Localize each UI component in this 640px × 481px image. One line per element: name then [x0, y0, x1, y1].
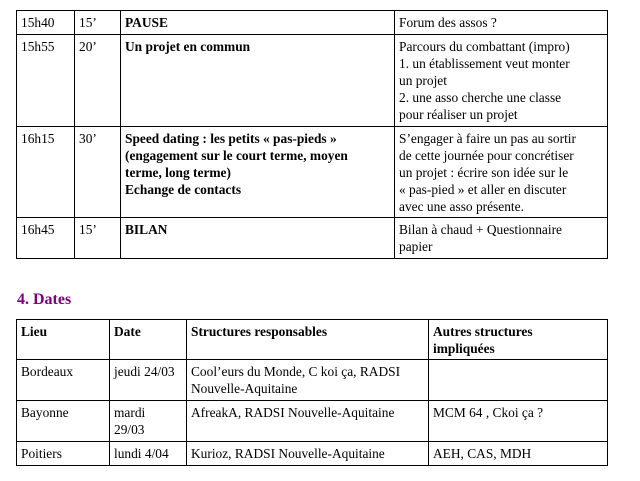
activity-cell: Un projet en commun [121, 35, 395, 127]
table-row [17, 11, 608, 35]
table-row [17, 35, 608, 127]
duration-cell: 30’ [75, 127, 121, 218]
lieu-cell: Bayonne [17, 401, 110, 442]
activity-cell: BILAN [121, 218, 395, 259]
column-header-autres: Autres structures impliquées [429, 320, 608, 360]
time-cell: 15h55 [17, 35, 75, 127]
section-heading: 4. Dates [17, 291, 72, 308]
details-cell: Bilan à chaud + Questionnaire papier [395, 218, 608, 259]
activity-cell: Speed dating : les petits « pas-pieds » (engagement sur le court terme, moyen terme, long terme) Echange de contacts [121, 127, 395, 218]
autres-cell [429, 360, 608, 401]
autres-cell: MCM 64 , Ckoi ça ? [429, 401, 608, 442]
schedule-table [16, 10, 608, 259]
date-cell: mardi 29/03 [110, 401, 187, 442]
column-header-structures: Structures responsables [187, 320, 429, 360]
table-row [17, 360, 608, 401]
time-cell: 16h15 [17, 127, 75, 218]
table-row [17, 401, 608, 442]
lieu-cell: Bordeaux [17, 360, 110, 401]
table-header-row [17, 320, 608, 360]
duration-cell: 15’ [75, 218, 121, 259]
time-cell: 16h45 [17, 218, 75, 259]
table-row [17, 127, 608, 218]
activity-cell: PAUSE [121, 11, 395, 35]
structures-cell: Cool’eurs du Monde, C koi ça, RADSI Nouvelle-Aquitaine [187, 360, 429, 401]
date-cell: jeudi 24/03 [110, 360, 187, 401]
time-cell: 15h40 [17, 11, 75, 35]
column-header-date: Date [110, 320, 187, 360]
table-row [17, 218, 608, 259]
duration-cell: 20’ [75, 35, 121, 127]
autres-cell: AEH, CAS, MDH [429, 442, 608, 466]
details-cell: Forum des assos ? [395, 11, 608, 35]
structures-cell: Kurioz, RADSI Nouvelle-Aquitaine [187, 442, 429, 466]
table-row [17, 442, 608, 466]
duration-cell: 15’ [75, 11, 121, 35]
lieu-cell: Poitiers [17, 442, 110, 466]
column-header-lieu: Lieu [17, 320, 110, 360]
date-cell: lundi 4/04 [110, 442, 187, 466]
dates-table [16, 319, 608, 466]
structures-cell: AfreakA, RADSI Nouvelle-Aquitaine [187, 401, 429, 442]
details-cell: S’engager à faire un pas au sortir de cette journée pour concrétiser un projet : écrire son idée sur le « pas-pied » et aller en discuter avec une asso présente. [395, 127, 608, 218]
details-cell: Parcours du combattant (impro) 1. un établissement veut monter un projet 2. une asso cherche une classe pour réaliser un projet [395, 35, 608, 127]
